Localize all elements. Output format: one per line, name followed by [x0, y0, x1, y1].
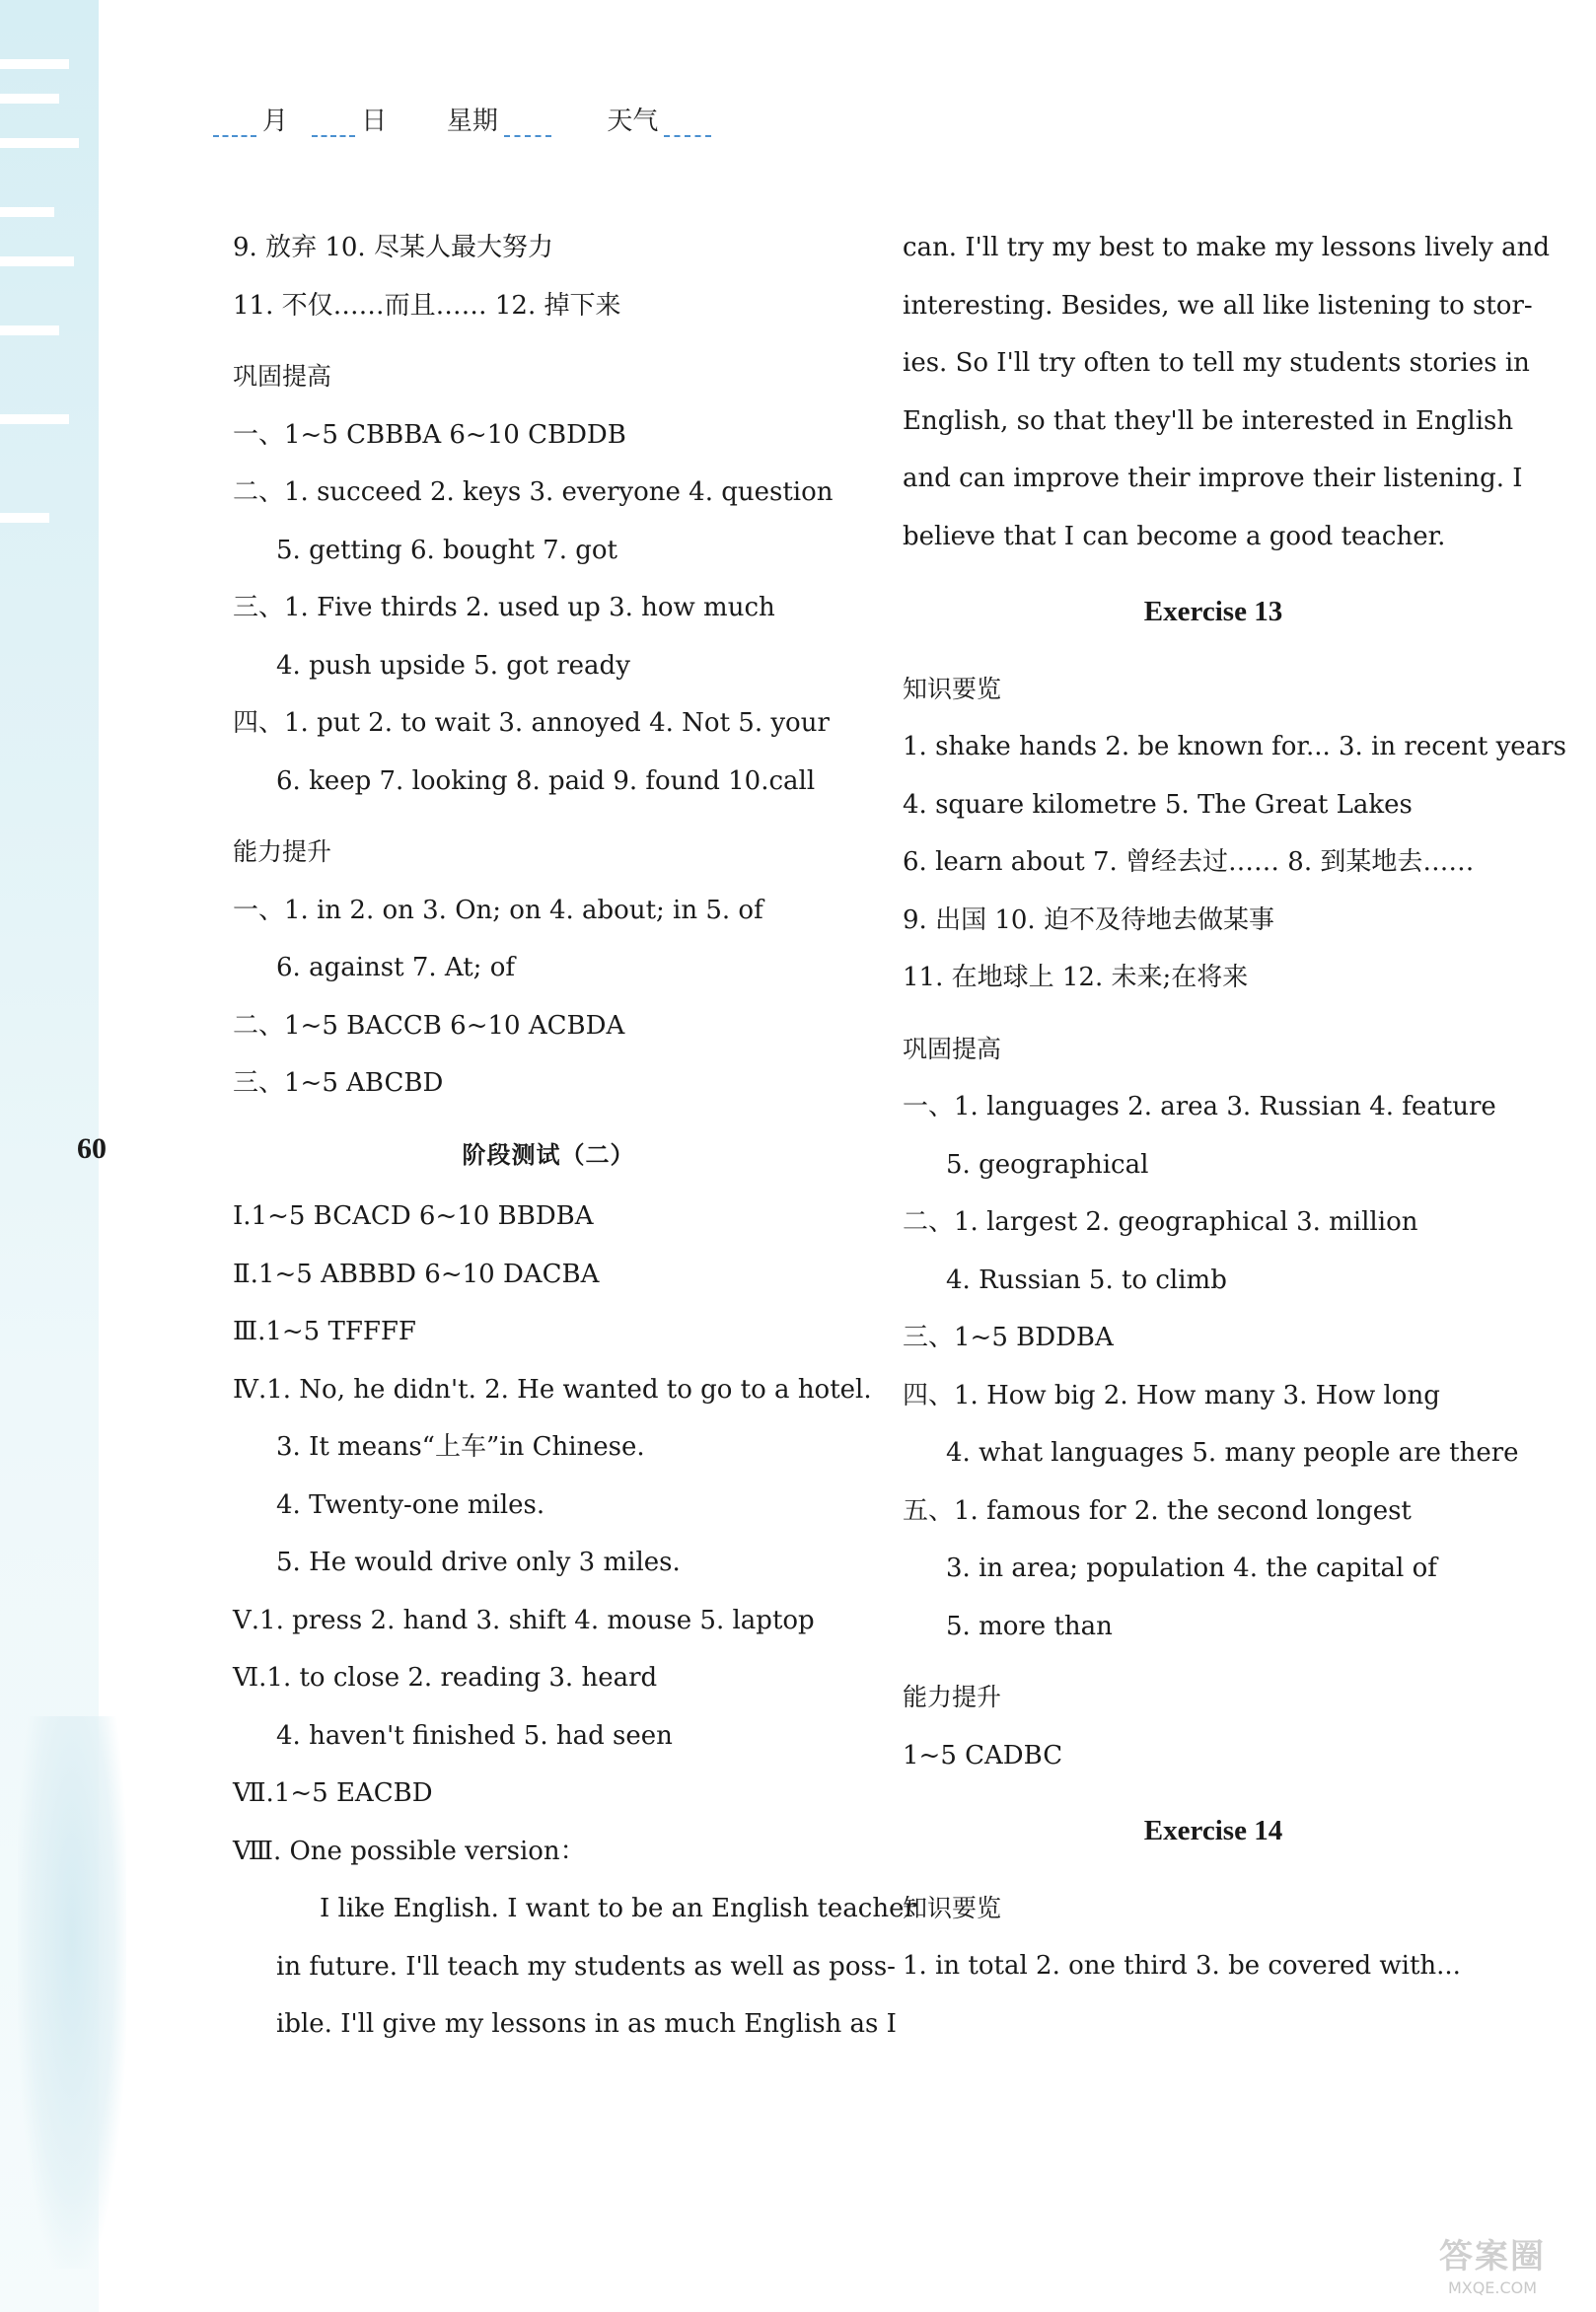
page-number: 60	[77, 1132, 107, 1165]
left-answer-line: 11. 不仅……而且…… 12. 掉下来	[233, 290, 621, 321]
right-answer-line: 5. geographical	[946, 1149, 1149, 1180]
left-answer-line: 4. push upside 5. got ready	[276, 650, 630, 681]
right-essay-line: interesting. Besides, we all like listening to stor-	[903, 290, 1533, 321]
right-answer-line: 11. 在地球上 12. 未来;在将来	[903, 963, 1249, 992]
exercise-title: Exercise 13	[1143, 596, 1283, 627]
right-answer-line: 5. more than	[946, 1611, 1113, 1641]
decorative-figure	[18, 1716, 126, 2269]
left-answer-line: 三、1~5 ABCBD	[233, 1068, 444, 1098]
left-answer-line: Ⅳ.1. No, he didn't. 2. He wanted to go to a hotel.	[233, 1374, 872, 1405]
month-blank	[213, 121, 256, 137]
decorative-stripe	[0, 207, 54, 217]
left-answer-line: 6. keep 7. looking 8. paid 9. found 10.call	[276, 765, 816, 796]
left-answer-line: 5. getting 6. bought 7. got	[276, 535, 617, 565]
date-header	[207, 101, 717, 137]
decorative-stripe	[0, 256, 74, 266]
decorative-stripe	[0, 59, 69, 69]
watermark-brand: 答案圈	[1439, 2237, 1546, 2276]
left-answer-line: Ⅰ.1~5 BCACD 6~10 BBDBA	[233, 1201, 594, 1231]
decorative-stripe	[0, 414, 69, 424]
left-column	[233, 219, 916, 2054]
left-answer-line: 3. It means“上车”in Chinese.	[276, 1432, 645, 1462]
day-blank	[312, 121, 355, 137]
right-answer-line: 9. 出国 10. 迫不及待地去做某事	[903, 904, 1274, 935]
decorative-stripe	[0, 94, 59, 104]
left-answer-line: 一、1. in 2. on 3. On; on 4. about; in 5. of	[233, 895, 763, 925]
weekday-label: 星期	[446, 107, 498, 136]
right-essay-line: English, so that they'll be interested in English	[903, 405, 1514, 436]
left-answer-line: Ⅱ.1~5 ABBBD 6~10 DACBA	[233, 1259, 600, 1289]
right-answer-line: 五、1. famous for 2. the second longest	[903, 1495, 1412, 1526]
right-answer-line: 4. square kilometre 5. The Great Lakes	[903, 789, 1413, 820]
weather-label: 天气	[607, 107, 659, 136]
left-answer-line: 6. against 7. At; of	[276, 953, 515, 982]
left-answer-line: 二、1. succeed 2. keys 3. everyone 4. question	[233, 477, 834, 507]
left-answer-line: 二、1~5 BACCB 6~10 ACBDA	[233, 1010, 625, 1041]
left-answer-line: Ⅵ.1. to close 2. reading 3. heard	[233, 1663, 658, 1693]
right-answer-line: 四、1. How big 2. How many 3. How long	[903, 1380, 1440, 1410]
right-answer-line: 1. in total 2. one third 3. be covered with...	[903, 1951, 1461, 1981]
right-essay-line: and can improve their improve their listening. I	[903, 464, 1523, 493]
right-answer-line: 4. Russian 5. to climb	[946, 1264, 1227, 1295]
right-section-heading: 能力提升	[903, 1683, 1002, 1711]
left-essay-line: ible. I'll give my lessons in as much English as I	[276, 2009, 897, 2039]
left-answer-line: 一、1~5 CBBBA 6~10 CBDDB	[233, 419, 626, 450]
right-answer-line: 6. learn about 7. 曾经去过…… 8. 到某地去……	[903, 847, 1475, 877]
left-answer-line: 4. haven't finished 5. had seen	[276, 1720, 673, 1751]
left-answer-line: Ⅶ.1~5 EACBD	[233, 1778, 433, 1808]
day-label: 日	[361, 107, 388, 136]
stage-test-title: 阶段测试（二）	[462, 1140, 635, 1169]
decorative-stripe	[0, 325, 59, 335]
left-section-heading: 能力提升	[233, 837, 332, 866]
right-answer-line: 三、1~5 BDDBA	[903, 1323, 1114, 1352]
left-essay-line: I like English. I want to be an English teacher	[320, 1894, 916, 1923]
right-answer-line: 一、1. languages 2. area 3. Russian 4. feature	[903, 1092, 1496, 1121]
left-answer-line: Ⅴ.1. press 2. hand 3. shift 4. mouse 5. laptop	[233, 1605, 815, 1635]
weekday-blank	[504, 121, 551, 137]
left-answer-line: 四、1. put 2. to wait 3. annoyed 4. Not 5. your	[233, 708, 830, 738]
watermark-site: MXQE.COM	[1447, 2278, 1538, 2297]
decorative-stripe	[0, 138, 79, 148]
right-section-heading: 知识要览	[903, 674, 1002, 703]
right-column	[903, 219, 1566, 1995]
right-answer-line: 1. shake hands 2. be known for... 3. in recent years	[903, 732, 1566, 761]
right-section-heading: 巩固提高	[903, 1034, 1002, 1063]
right-answer-line: 二、1. largest 2. geographical 3. million	[903, 1207, 1418, 1237]
left-answer-line: 9. 放弃 10. 尽某人最大努力	[233, 233, 553, 262]
month-label: 月	[262, 107, 289, 136]
weather-blank	[664, 121, 711, 137]
left-answer-line: Ⅷ. One possible version：	[233, 1836, 586, 1866]
left-answer-line: Ⅲ.1~5 TFFFF	[233, 1317, 416, 1346]
left-section-heading: 巩固提高	[233, 362, 332, 391]
left-essay-line: in future. I'll teach my students as well as poss-	[276, 1951, 896, 1982]
left-answer-line: 三、1. Five thirds 2. used up 3. how much	[233, 593, 775, 622]
right-essay-line: can. I'll try my best to make my lessons lively and	[903, 233, 1550, 262]
watermark-logo	[1418, 2235, 1566, 2304]
left-answer-line: 5. He would drive only 3 miles.	[276, 1548, 681, 1577]
left-answer-line: 4. Twenty-one miles.	[276, 1489, 545, 1520]
right-answer-line: 1~5 CADBC	[903, 1740, 1063, 1770]
right-essay-line: believe that I can become a good teacher.	[903, 521, 1446, 551]
exercise-title: Exercise 14	[1143, 1815, 1283, 1846]
right-section-heading: 知识要览	[903, 1893, 1002, 1922]
right-essay-line: ies. So I'll try often to tell my students stories in	[903, 348, 1530, 378]
right-answer-line: 3. in area; population 4. the capital of	[946, 1553, 1437, 1583]
decorative-stripe	[0, 513, 49, 523]
right-answer-line: 4. what languages 5. many people are there	[946, 1438, 1519, 1468]
